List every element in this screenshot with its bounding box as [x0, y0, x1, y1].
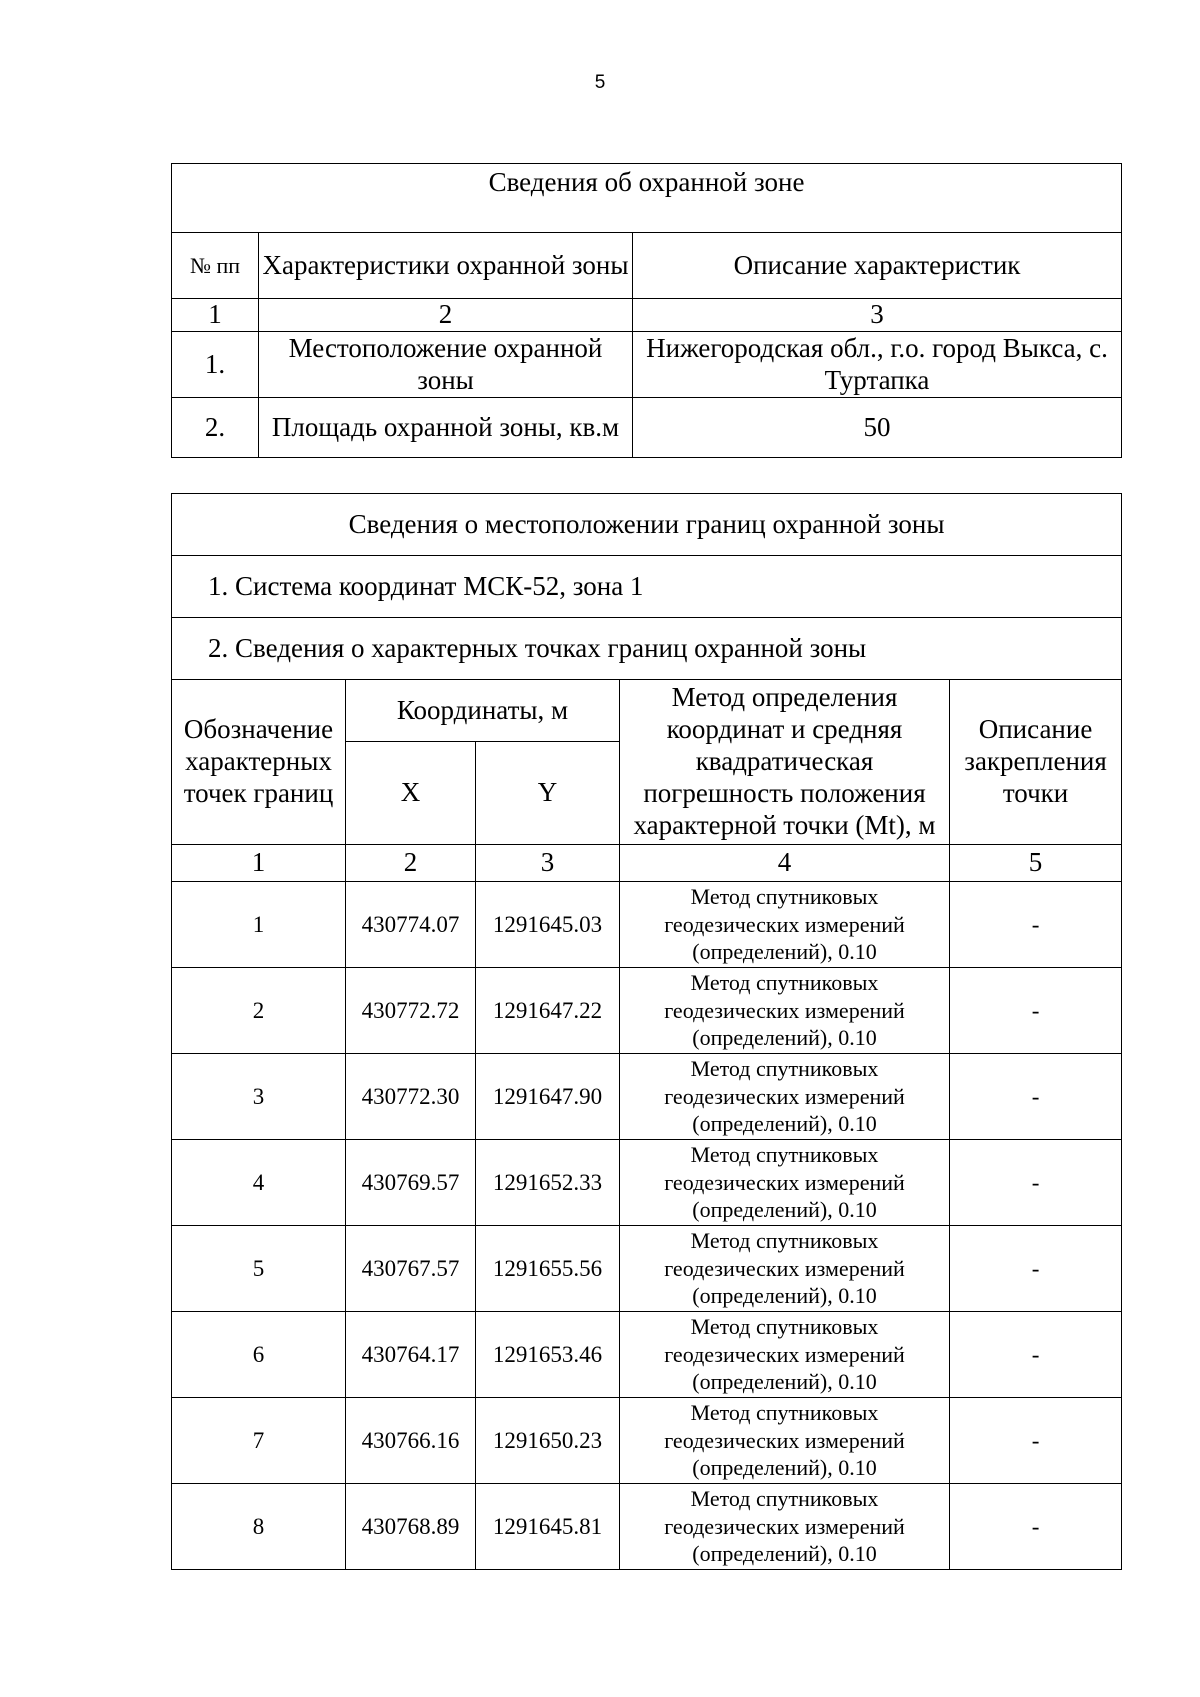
boundaries-title: Сведения о местоположении границ охранной зоны [172, 494, 1122, 556]
point-x: 430767.57 [346, 1226, 476, 1312]
row-characteristic: Местоположение охранной зоны [259, 332, 633, 398]
boundaries-table [171, 493, 1122, 1570]
point-y: 1291652.33 [476, 1140, 620, 1226]
point-x: 430766.16 [346, 1398, 476, 1484]
point-id: 3 [172, 1054, 346, 1140]
header-num: № пп [172, 233, 259, 299]
table-row [172, 968, 1122, 1054]
table-row [172, 1484, 1122, 1570]
row-num: 1. [172, 332, 259, 398]
header-fixing: Описание закрепления точки [950, 680, 1122, 845]
header-method: Метод определения координат и средняя квадратическая погрешность положения характерной точки (Mt), м [620, 680, 950, 845]
protection-zone-table [171, 163, 1122, 458]
point-y: 1291650.23 [476, 1398, 620, 1484]
table-row [172, 1140, 1122, 1226]
header-description: Описание характеристик [633, 233, 1122, 299]
point-fixing: - [950, 1484, 1122, 1570]
point-method: Метод спутниковых геодезических измерений (определений), 0.10 [620, 1226, 950, 1312]
row-description: Нижегородская обл., г.о. город Выкса, с. Туртапка [633, 332, 1122, 398]
table-row [172, 882, 1122, 968]
point-id: 1 [172, 882, 346, 968]
point-fixing: - [950, 1312, 1122, 1398]
point-y: 1291645.81 [476, 1484, 620, 1570]
point-method: Метод спутниковых геодезических измерений (определений), 0.10 [620, 968, 950, 1054]
point-id: 6 [172, 1312, 346, 1398]
points-title: 2. Сведения о характерных точках границ охранной зоны [172, 618, 1122, 680]
point-fixing: - [950, 1140, 1122, 1226]
point-x: 430769.57 [346, 1140, 476, 1226]
point-method: Метод спутниковых геодезических измерений (определений), 0.10 [620, 1484, 950, 1570]
table-row [172, 1398, 1122, 1484]
point-x: 430772.30 [346, 1054, 476, 1140]
row-description: 50 [633, 398, 1122, 458]
point-y: 1291647.22 [476, 968, 620, 1054]
col-number: 1 [172, 299, 259, 332]
table-row [172, 1312, 1122, 1398]
header-characteristic: Характеристики охранной зоны [259, 233, 633, 299]
point-y: 1291655.56 [476, 1226, 620, 1312]
point-x: 430772.72 [346, 968, 476, 1054]
point-x: 430774.07 [346, 882, 476, 968]
col-number: 2 [346, 845, 476, 882]
point-id: 8 [172, 1484, 346, 1570]
point-fixing: - [950, 1398, 1122, 1484]
row-num: 2. [172, 398, 259, 458]
col-number: 2 [259, 299, 633, 332]
point-id: 5 [172, 1226, 346, 1312]
point-x: 430764.17 [346, 1312, 476, 1398]
point-fixing: - [950, 882, 1122, 968]
point-id: 7 [172, 1398, 346, 1484]
header-designation: Обозначение характерных точек границ [172, 680, 346, 845]
point-method: Метод спутниковых геодезических измерений (определений), 0.10 [620, 1054, 950, 1140]
point-method: Метод спутниковых геодезических измерений (определений), 0.10 [620, 1398, 950, 1484]
protection-zone-title: Сведения об охранной зоне [172, 164, 1122, 233]
header-y: Y [476, 742, 620, 845]
row-characteristic: Площадь охранной зоны, кв.м [259, 398, 633, 458]
point-y: 1291645.03 [476, 882, 620, 968]
coordinate-system: 1. Система координат МСК-52, зона 1 [172, 556, 1122, 618]
col-number: 4 [620, 845, 950, 882]
col-number: 3 [476, 845, 620, 882]
page-number: 5 [594, 72, 606, 93]
col-number: 5 [950, 845, 1122, 882]
point-method: Метод спутниковых геодезических измерений (определений), 0.10 [620, 1140, 950, 1226]
point-fixing: - [950, 1226, 1122, 1312]
point-y: 1291653.46 [476, 1312, 620, 1398]
point-x: 430768.89 [346, 1484, 476, 1570]
col-number: 1 [172, 845, 346, 882]
point-y: 1291647.90 [476, 1054, 620, 1140]
point-method: Метод спутниковых геодезических измерений (определений), 0.10 [620, 1312, 950, 1398]
point-id: 4 [172, 1140, 346, 1226]
point-method: Метод спутниковых геодезических измерений (определений), 0.10 [620, 882, 950, 968]
point-fixing: - [950, 1054, 1122, 1140]
header-coordinates: Координаты, м [346, 680, 620, 742]
point-fixing: - [950, 968, 1122, 1054]
header-x: X [346, 742, 476, 845]
point-id: 2 [172, 968, 346, 1054]
col-number: 3 [633, 299, 1122, 332]
table-row [172, 1226, 1122, 1312]
table-row [172, 1054, 1122, 1140]
